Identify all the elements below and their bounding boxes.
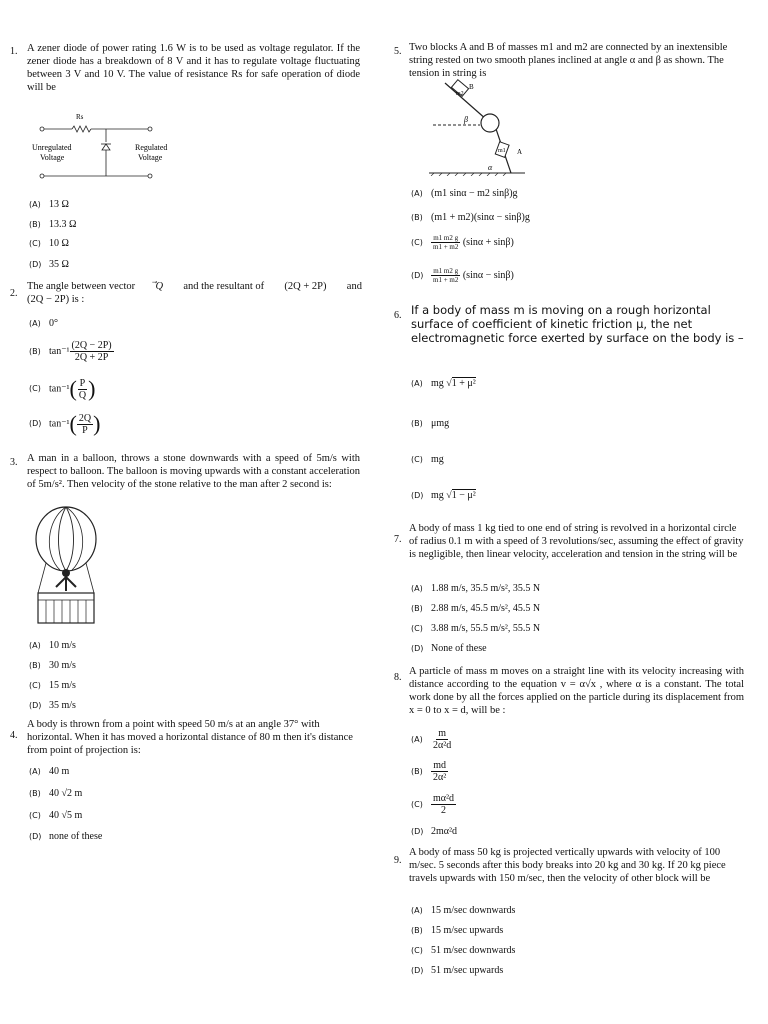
question-text: Two blocks A and B of masses m1 and m2 are connected by an inextensible string rested on two smooth planes inclined at angle α and β as shown. The tension in string is	[409, 42, 728, 79]
question-text: If a body of mass m is moving on a rough horizontal surface of coefficient of kinetic friction μ, the net electromagnetic force exerted by surface on the body is –	[411, 303, 744, 345]
option-q6-c[interactable]: (C) mg	[411, 454, 444, 465]
regulated-label-1: Regulated	[135, 143, 168, 152]
question-text: A body is thrown from a point with speed 50 m/s at an angle 37° with horizontal. When it has moved a horizontal distance of 80 m then it's distance from point of projection is:	[27, 719, 353, 756]
option-q3-a[interactable]: (A) 10 m/s	[29, 640, 76, 651]
option-q5-b[interactable]: (B) (m1 + m2)(sinα − sinβ)g	[411, 212, 530, 223]
svg-text:m2: m2	[456, 91, 464, 97]
svg-text:α: α	[488, 163, 493, 172]
option-q2-d[interactable]: (D) tan⁻¹( $\frac{2Q}{P}$ )	[29, 411, 101, 436]
option-q3-c[interactable]: (C) 15 m/s	[29, 680, 76, 691]
question-number: 7.	[394, 534, 402, 545]
option-q7-a[interactable]: (A) 1.88 m/s, 35.5 m/s², 35.5 N	[411, 583, 541, 594]
option-q9-b[interactable]: (B) 15 m/sec upwards	[411, 925, 504, 936]
option-q9-c[interactable]: (C) 51 m/sec downwards	[411, 945, 516, 956]
option-q1-d[interactable]: (D) 35 Ω	[29, 259, 69, 270]
rs-label: Rs	[76, 113, 84, 121]
option-q9-a[interactable]: (A) 15 m/sec downwards	[411, 905, 516, 916]
option-q6-a[interactable]: (A) mg √1 + μ²	[411, 378, 476, 389]
svg-text:m1: m1	[498, 148, 506, 154]
option-q3-b[interactable]: (B) 30 m/s	[29, 660, 76, 671]
option-q1-c[interactable]: (C) 10 Ω	[29, 238, 69, 249]
zener-circuit-figure	[28, 108, 188, 180]
option-q8-a[interactable]: (A) $\frac{m}{\text{2α²d}}$	[411, 728, 452, 751]
option-q6-d[interactable]: (D) mg √1 − μ²	[411, 490, 476, 501]
inclined-planes-figure	[425, 78, 535, 176]
option-q7-d[interactable]: (D) None of these	[411, 643, 487, 654]
question-number: 2.	[10, 288, 18, 299]
option-q3-d[interactable]: (D) 35 m/s	[29, 700, 76, 711]
option-q2-b[interactable]: (B) tan⁻¹ $\frac{(2Q - 2P)}{2Q + 2P}$	[29, 340, 112, 363]
option-q5-a[interactable]: (A) (m1 sinα − m2 sinβ)g	[411, 188, 518, 199]
question-number: 8.	[394, 672, 402, 683]
question-text: A body of mass 1 kg tied to one end of string is revolved in a horizontal circle of radius 0.1 m with a speed of 3 revolutions/sec, assuming the effect of gravity is negligible, then linear velocity, acceleration and tension in the string will be	[409, 523, 744, 560]
option-q4-c[interactable]: (C) 40 √5 m	[29, 810, 83, 821]
option-q1-a[interactable]: (A) 13 Ω	[29, 199, 69, 210]
svg-text:B: B	[469, 83, 474, 91]
question-text: A zener diode of power rating 1.6 W is to be used as voltage regulator. If the zener diode has a breakdown of 8 V and it has to regulate voltage fluctuating between 3 V and 10 V. The value of resistance Rs for safe operation of diode will be	[27, 43, 360, 93]
question-text: A particle of mass m moves on a straight line with its velocity increasing with distance according to the equation v = α√x , where α is a constant. The total work done by all the forces applied on the particle during its displacement from x = 0 to x = d, will be :	[409, 666, 744, 716]
question-number: 6.	[394, 310, 402, 321]
regulated-label-2: Voltage	[138, 153, 163, 162]
option-q4-a[interactable]: (A) 40 m	[29, 766, 70, 777]
question-number: 3.	[10, 457, 18, 468]
option-q5-c[interactable]: (C) $\frac{m1 m2 g}{m1 + m2}$ (sinα + sinβ)	[411, 234, 514, 251]
option-q4-b[interactable]: (B) 40 √2 m	[29, 788, 83, 799]
question-number: 1.	[10, 46, 18, 57]
question-text: A man in a balloon, throws a stone downwards with a speed of 5m/s with respect to balloon. The balloon is moving upwards with a constant acceleration of 5m/s². Then velocity of the stone relative to the man after 2 second is:	[27, 453, 360, 490]
question-number: 4.	[10, 730, 18, 741]
question-number: 5.	[394, 46, 402, 57]
option-q8-b[interactable]: (B) $\frac{md}{\text{2α²}}$	[411, 760, 447, 783]
unregulated-label-2: Voltage	[40, 153, 65, 162]
option-q1-b[interactable]: (B) 13.3 Ω	[29, 219, 77, 230]
option-q2-a[interactable]: (A) 0°	[29, 318, 58, 329]
option-q8-c[interactable]: (C) $\frac{\text{mα²d}}{2}$	[411, 793, 455, 816]
question-number: 9.	[394, 855, 402, 866]
question-text: The angle between vector Q and the resultant of (2Q + 2P) and (2Q − 2P) is :	[27, 281, 362, 305]
option-q9-d[interactable]: (D) 51 m/sec upwards	[411, 965, 504, 976]
option-q7-c[interactable]: (C) 3.88 m/s, 55.5 m/s², 55.5 N	[411, 623, 541, 634]
option-q6-b[interactable]: (B) μmg	[411, 418, 450, 429]
option-q7-b[interactable]: (B) 2.88 m/s, 45.5 m/s², 45.5 N	[411, 603, 541, 614]
svg-text:β: β	[464, 115, 468, 124]
option-q4-d[interactable]: (D) none of these	[29, 831, 103, 842]
option-q2-c[interactable]: (C) tan⁻¹( $\frac{P}{Q}$ )	[29, 376, 96, 401]
option-q8-d[interactable]: (D) 2mα²d	[411, 826, 458, 837]
question-text: A body of mass 50 kg is projected vertically upwards with velocity of 100 m/sec. 5 seconds after this body breaks into 20 kg and 30 kg. If 20 kg piece travels upwards with 150 m/sec, then the velocity of other block will be	[409, 847, 726, 884]
option-q5-d[interactable]: (D) $\frac{m1 m2 g}{m1 + m2}$ (sinα − sinβ)	[411, 267, 514, 284]
balloon-figure	[26, 505, 106, 625]
unregulated-label-1: Unregulated	[32, 143, 72, 152]
svg-text:A: A	[517, 148, 523, 156]
